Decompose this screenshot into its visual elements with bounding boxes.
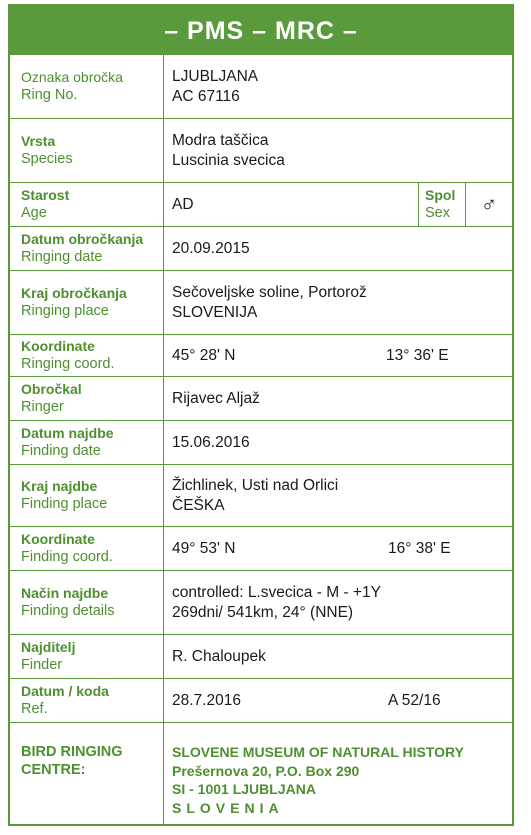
centre-museum-name: SLOVENE MUSEUM OF NATURAL HISTORY [172, 744, 464, 760]
ringing-place-label-en: Ringing place [21, 303, 109, 319]
age-value: AD [172, 195, 194, 213]
finding-coord-label [10, 527, 164, 570]
centre-country: SLOVENIA [172, 799, 284, 816]
finding-place-label-en: Finding place [21, 496, 108, 512]
row-species [10, 118, 512, 182]
row-ring-number [10, 54, 512, 118]
sex-label-en: Sex [425, 205, 450, 221]
species-label [10, 119, 164, 182]
finding-date-label-en: Finding date [21, 443, 101, 459]
finding-date-label-sl: Datum najdbe [21, 425, 114, 441]
ring-number-label [10, 55, 164, 118]
species-label-sl: Vrsta [21, 133, 56, 149]
finder-label-sl: Najditelj [21, 639, 76, 655]
ringing-place-site: Sečoveljske soline, Portorož [172, 283, 367, 301]
row-ringer [10, 376, 512, 420]
finding-details-distance: 269dni/ 541km, 24° (NNE) [172, 603, 354, 621]
finding-date-value: 15.06.2016 [172, 433, 250, 451]
finding-details-label-en: Finding details [21, 603, 115, 619]
finding-coord-label-en: Finding coord. [21, 549, 113, 565]
finder-label-en: Finder [21, 657, 63, 673]
ringing-longitude: 13° 36' E [386, 346, 449, 364]
card-header-title: – PMS – MRC – [10, 6, 512, 54]
sex-label [418, 183, 466, 226]
row-ringing-coord [10, 334, 512, 376]
reference-date: 28.7.2016 [172, 691, 241, 709]
row-finding-coord [10, 526, 512, 570]
row-finding-date [10, 420, 512, 464]
finding-details-value [164, 571, 512, 634]
finding-details-label [10, 571, 164, 634]
species-latin-name: Luscinia svecica [172, 151, 285, 169]
row-ringing-centre [10, 722, 512, 824]
reference-code: A 52/16 [388, 691, 441, 709]
ringing-place-label-sl: Kraj obročkanja [21, 285, 127, 301]
ring-number-label-sl: Oznaka obročka [21, 69, 123, 85]
ringing-coord-label [10, 335, 164, 376]
ringer-value: Rijavec Aljaž [172, 389, 260, 407]
ringing-place-country: SLOVENIJA [172, 303, 258, 321]
ringing-centre-label [10, 723, 164, 824]
ringer-label [10, 377, 164, 420]
finding-longitude: 16° 38' E [388, 539, 451, 557]
ringing-place-value [164, 271, 512, 334]
row-ringing-place [10, 270, 512, 334]
finding-place-label-sl: Kraj najdbe [21, 478, 98, 494]
finding-place-country: ČEŠKA [172, 496, 225, 514]
finding-place-label [10, 465, 164, 526]
centre-city: SI - 1001 LJUBLJANA [172, 781, 316, 797]
finder-label [10, 635, 164, 678]
ringing-date-value-cell [164, 227, 512, 270]
ring-recovery-card [8, 4, 514, 826]
finding-place-site: Žichlinek, Usti nad Orlici [172, 476, 339, 494]
species-value [164, 119, 512, 182]
finding-details-label-sl: Način najdbe [21, 585, 109, 601]
finding-details-condition: controlled: L.svecica - M - +1Y [172, 583, 381, 601]
row-ringing-date [10, 226, 512, 270]
finder-value-cell [164, 635, 512, 678]
ringing-date-label [10, 227, 164, 270]
ringing-coord-label-sl: Koordinate [21, 338, 95, 354]
row-reference [10, 678, 512, 722]
ringing-coord-label-en: Ringing coord. [21, 356, 115, 372]
row-finder [10, 634, 512, 678]
ring-number-label-en: Ring No. [21, 87, 78, 103]
male-symbol-icon: ♂ [480, 191, 498, 217]
finding-latitude: 49° 53' N [172, 539, 236, 557]
ringing-latitude: 45° 28' N [172, 346, 236, 364]
finding-coord-label-sl: Koordinate [21, 531, 95, 547]
ringing-centre-label-line2: CENTRE: [21, 762, 86, 778]
finding-date-value-cell [164, 421, 512, 464]
reference-label-sl: Datum / koda [21, 683, 109, 699]
age-label-sl: Starost [21, 187, 70, 203]
ringer-value-cell [164, 377, 512, 420]
centre-street: Prešernova 20, P.O. Box 290 [172, 762, 360, 779]
ringing-centre-address [164, 723, 512, 824]
ringing-place-label [10, 271, 164, 334]
species-local-name: Modra taščica [172, 131, 269, 149]
age-value-cell [164, 183, 416, 226]
reference-label-en: Ref. [21, 701, 48, 717]
ringing-centre-label-line1: BIRD RINGING [21, 744, 123, 760]
ringing-date-label-sl: Datum obročkanja [21, 231, 144, 247]
ring-scheme-value: LJUBLJANA [172, 67, 259, 85]
row-finding-details [10, 570, 512, 634]
age-label-en: Age [21, 205, 47, 221]
ring-number-value [164, 55, 512, 118]
reference-label [10, 679, 164, 722]
finding-place-value [164, 465, 512, 526]
species-label-en: Species [21, 151, 73, 167]
ring-code-value: AC 67116 [172, 87, 240, 105]
row-finding-place [10, 464, 512, 526]
ringing-date-label-en: Ringing date [21, 249, 103, 265]
ringing-date-value: 20.09.2015 [172, 239, 250, 257]
ringer-label-sl: Obročkal [21, 381, 82, 397]
finder-value: R. Chaloupek [172, 647, 266, 665]
age-label [10, 183, 164, 226]
finding-date-label [10, 421, 164, 464]
ringer-label-en: Ringer [21, 399, 64, 415]
sex-label-sl: Spol [425, 187, 456, 203]
row-age-sex [10, 182, 512, 226]
